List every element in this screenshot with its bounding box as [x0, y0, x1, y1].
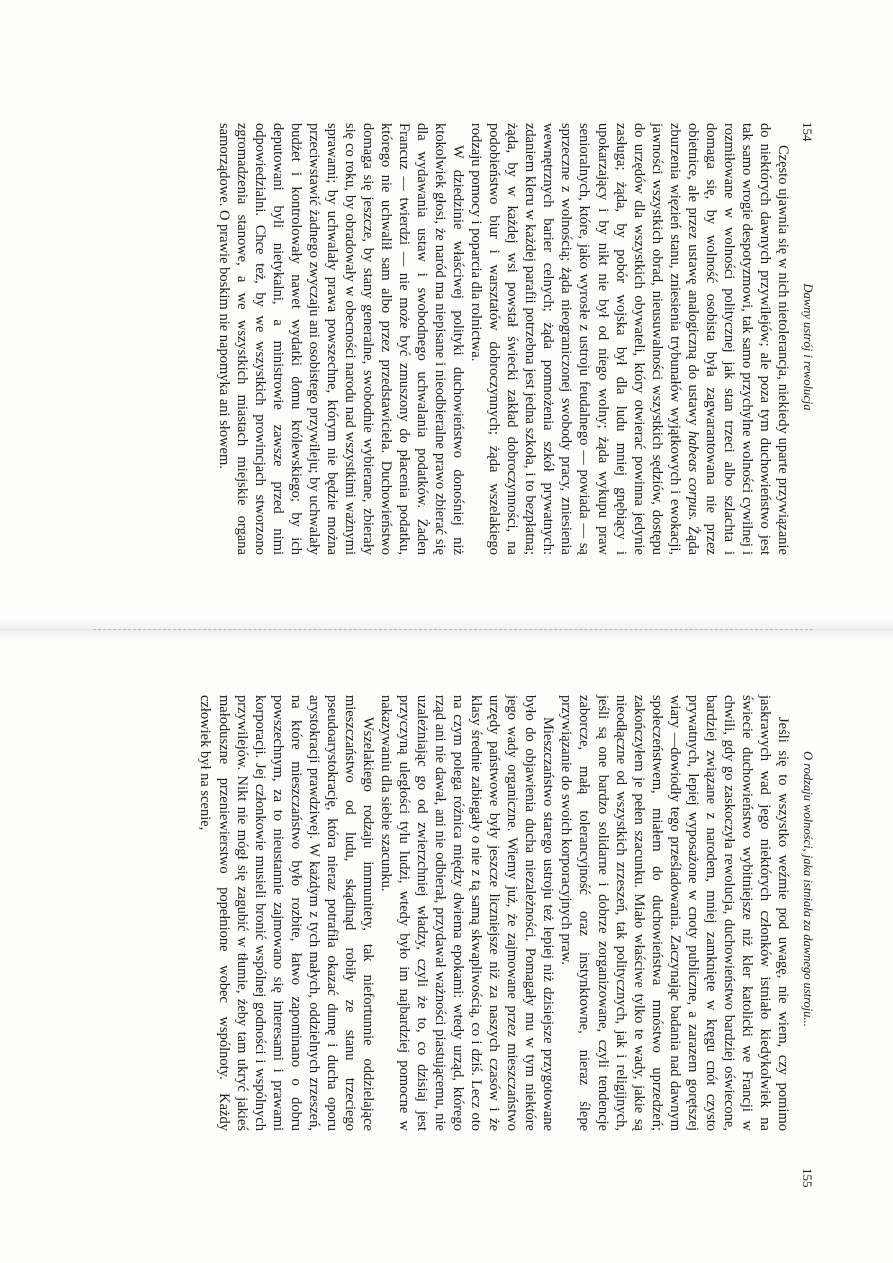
book-fold-line: [93, 629, 813, 631]
page-number: 155: [800, 1168, 815, 1188]
paragraph: Jeśli się to wszystko weźmie pod uwagę, nie wiem, czy pomimo jaskrawych wad jego niektórych członków istniało kiedykolwiek na świecie duchowieństwo wybitniejsze niż kler katolicki we Francji w chwili, gdy go zaskoczyła rewolucja, duchowieństwo bardziej oświecone, bardziej związane z narodem, mniej zamknięte w kręgu cnót czysto prywatnych, lepiej wyposażone w cnoty publiczne, a zarazem gorętszej wiary —dowiodły tego prześladowania. Zaczynając badania nad dawnym społeczeństwem, miałem do duchowieństwa mnóstwo uprzedzeń; zakończyłem je pełen szacunku. Miało właściwe tylko te wady, jakie są nieodłączne od wszystkich zrzeszeń, tak politycznych, jak i religijnych, jeśli są one bardzo solidarne i dobrze zorganizowane, czyli tendencje zaborcze, małą tolerancyjność oraz instynktowne, nieraz ślepe przywiązanie do swoich korporacyjnych praw.: [558, 695, 791, 1131]
paragraph-text: Żąda zburzenia więzień stanu, zniesienia trybunałów wyjątkowych i ewokacji, jawności wszystkich obrad, nieusuwalności wszystkich sędziów, dostępu do urzędów dla wszystkich obywateli, który otwierać powinna jedynie zasługa; żąda, by pobór wojska był dla ludu mniej gnębiący i upokarzający i by nikt nie był od niego wolny; żąda wykupu praw senioralnych, które, jako wyrosłe z ustroju feudalnego — powiada — są sprzeczne z wolnością; żąda nieograniczonej swobody pracy, zniesienia wewnętrznych barier celnych; żąda pomnożenia szkół prywatnych: zdaniem kleru w każdej parafii potrzebna jest jedna szkoła, i to bezpłatna; żąda, by w każdej wsi powstał świecki zakład dobroczynności, na podobieństwo biur i warsztatów dobroczynnych; żąda wszelakiego rodzaju pomocy i poparcia dla rolnictwa.: [468, 123, 701, 556]
running-title: Dawny ustrój i rewolucja: [801, 283, 815, 411]
paragraph: Mieszczaństwo starego ustroju też lepiej niż dzisiejsze przygotowane było do objawienia ducha niezależności. Pomagały mu w tym niektóre jego wady organiczne. Wiemy już, że zajmowane przez mieszczaństwo urzędy państwowe były jeszcze liczniejsze niż za naszych czasów i że klasy średnie zabiegały o nie z tą samą skwapliwością, co i dziś. Lecz oto na czym polega różnica między dwiema epokami: wtedy urząd, którego rząd ani nie dawał, ani nie odbierał, przydawał ważności piastującemu, nie uzależniając go od zwierzchniej władzy, czyli że to, co dzisiaj jest przyczyną uległości tylu ludzi, wtedy było im najbardziej pomocne w nakazywaniu dla siebie szacunku.: [377, 695, 557, 1131]
paragraph: Wszelakiego rodzaju immunitety, tak niefortunnie oddzielające mieszczaństwo od ludu, skądinąd robiły ze stanu trzeciego pseudoarystokrację, która nieraz potrafiła okazać dumę i ducha oporu arystokracji prawdziwej. W każdym z tych małych, oddzielnych zrzeszeń, na które mieszczaństwo było rozbite, łatwo zapominano o dobru powszechnym, za to nieustannie zajmowano się interesami i prawami korporacji. Jej członkowie musieli bronić wspólnej godności i wspólnych przywilejów. Nikt nie mógł się zagubić w tłumie, żeby tam ukryć jakieś małoduszne przeniewierstwo popełnione wobec wspólnoty. Każdy człowiek był na scenie,: [197, 695, 376, 1131]
right-page-body: [196, 695, 792, 1131]
right-page: [0, 632, 893, 1263]
paragraph-text: Często ujawnia się w nich nietolerancja, niekiedy uparte przywiązanie do niektórych dawnych przywilejów; ale poza tym duchowieństwo jest tak samo wrogie despotyzmowi, tak samo przychylne wolności cywilnej i rozmiłowane w wolności politycznej jak stan trzeci albo szlachta i domaga się, by wolność osobista była zagwarantowana nie przez obietnice, ale przez ustawę analogiczną do ustawy: [684, 123, 791, 555]
paragraph: W dziedzinie właściwej polityki duchowieństwo donośniej niż ktokolwiek głosi, że naród ma niepisane i nieodbieralne prawo zbierać się dla wydawania ustaw i swobodnego uchwalania podatków. Żaden Francuz — twierdzi — nie może być zmuszony do płacenia podatku, którego nie uchwalił sam albo przez przedstawiciela. Duchowieństwo domaga się jeszcze, by stany generalne, swobodnie wybierane, zbierały się co roku, by obradowały w obecności narodu nad wszystkimi ważnymi sprawami; by uchwalały prawa powszechne, którym nie będzie można przeciwstawić żadnego zwyczaju ani osobistego przywileju; by uchwalały budżet i kontrolowały nawet wydatki domu królewskiego; by ich deputowani byli nietykalni, a ministrowie zawsze przed nimi odpowiedzialni. Chce też, by we wszystkich prowincjach stworzono zgromadzenia stanowe, a we wszystkich miastach miejskie organa samorządowe. O prawie boskim nie napomyka ani słowem.: [215, 123, 467, 555]
left-page-body: [215, 123, 793, 555]
running-title: O rodzaju wolności, jaka istniała za dawnego ustroju...: [801, 751, 815, 1027]
italic-phrase: habeas corpus.: [684, 431, 701, 521]
paragraph: [467, 123, 792, 555]
page-number: 154: [800, 122, 815, 142]
